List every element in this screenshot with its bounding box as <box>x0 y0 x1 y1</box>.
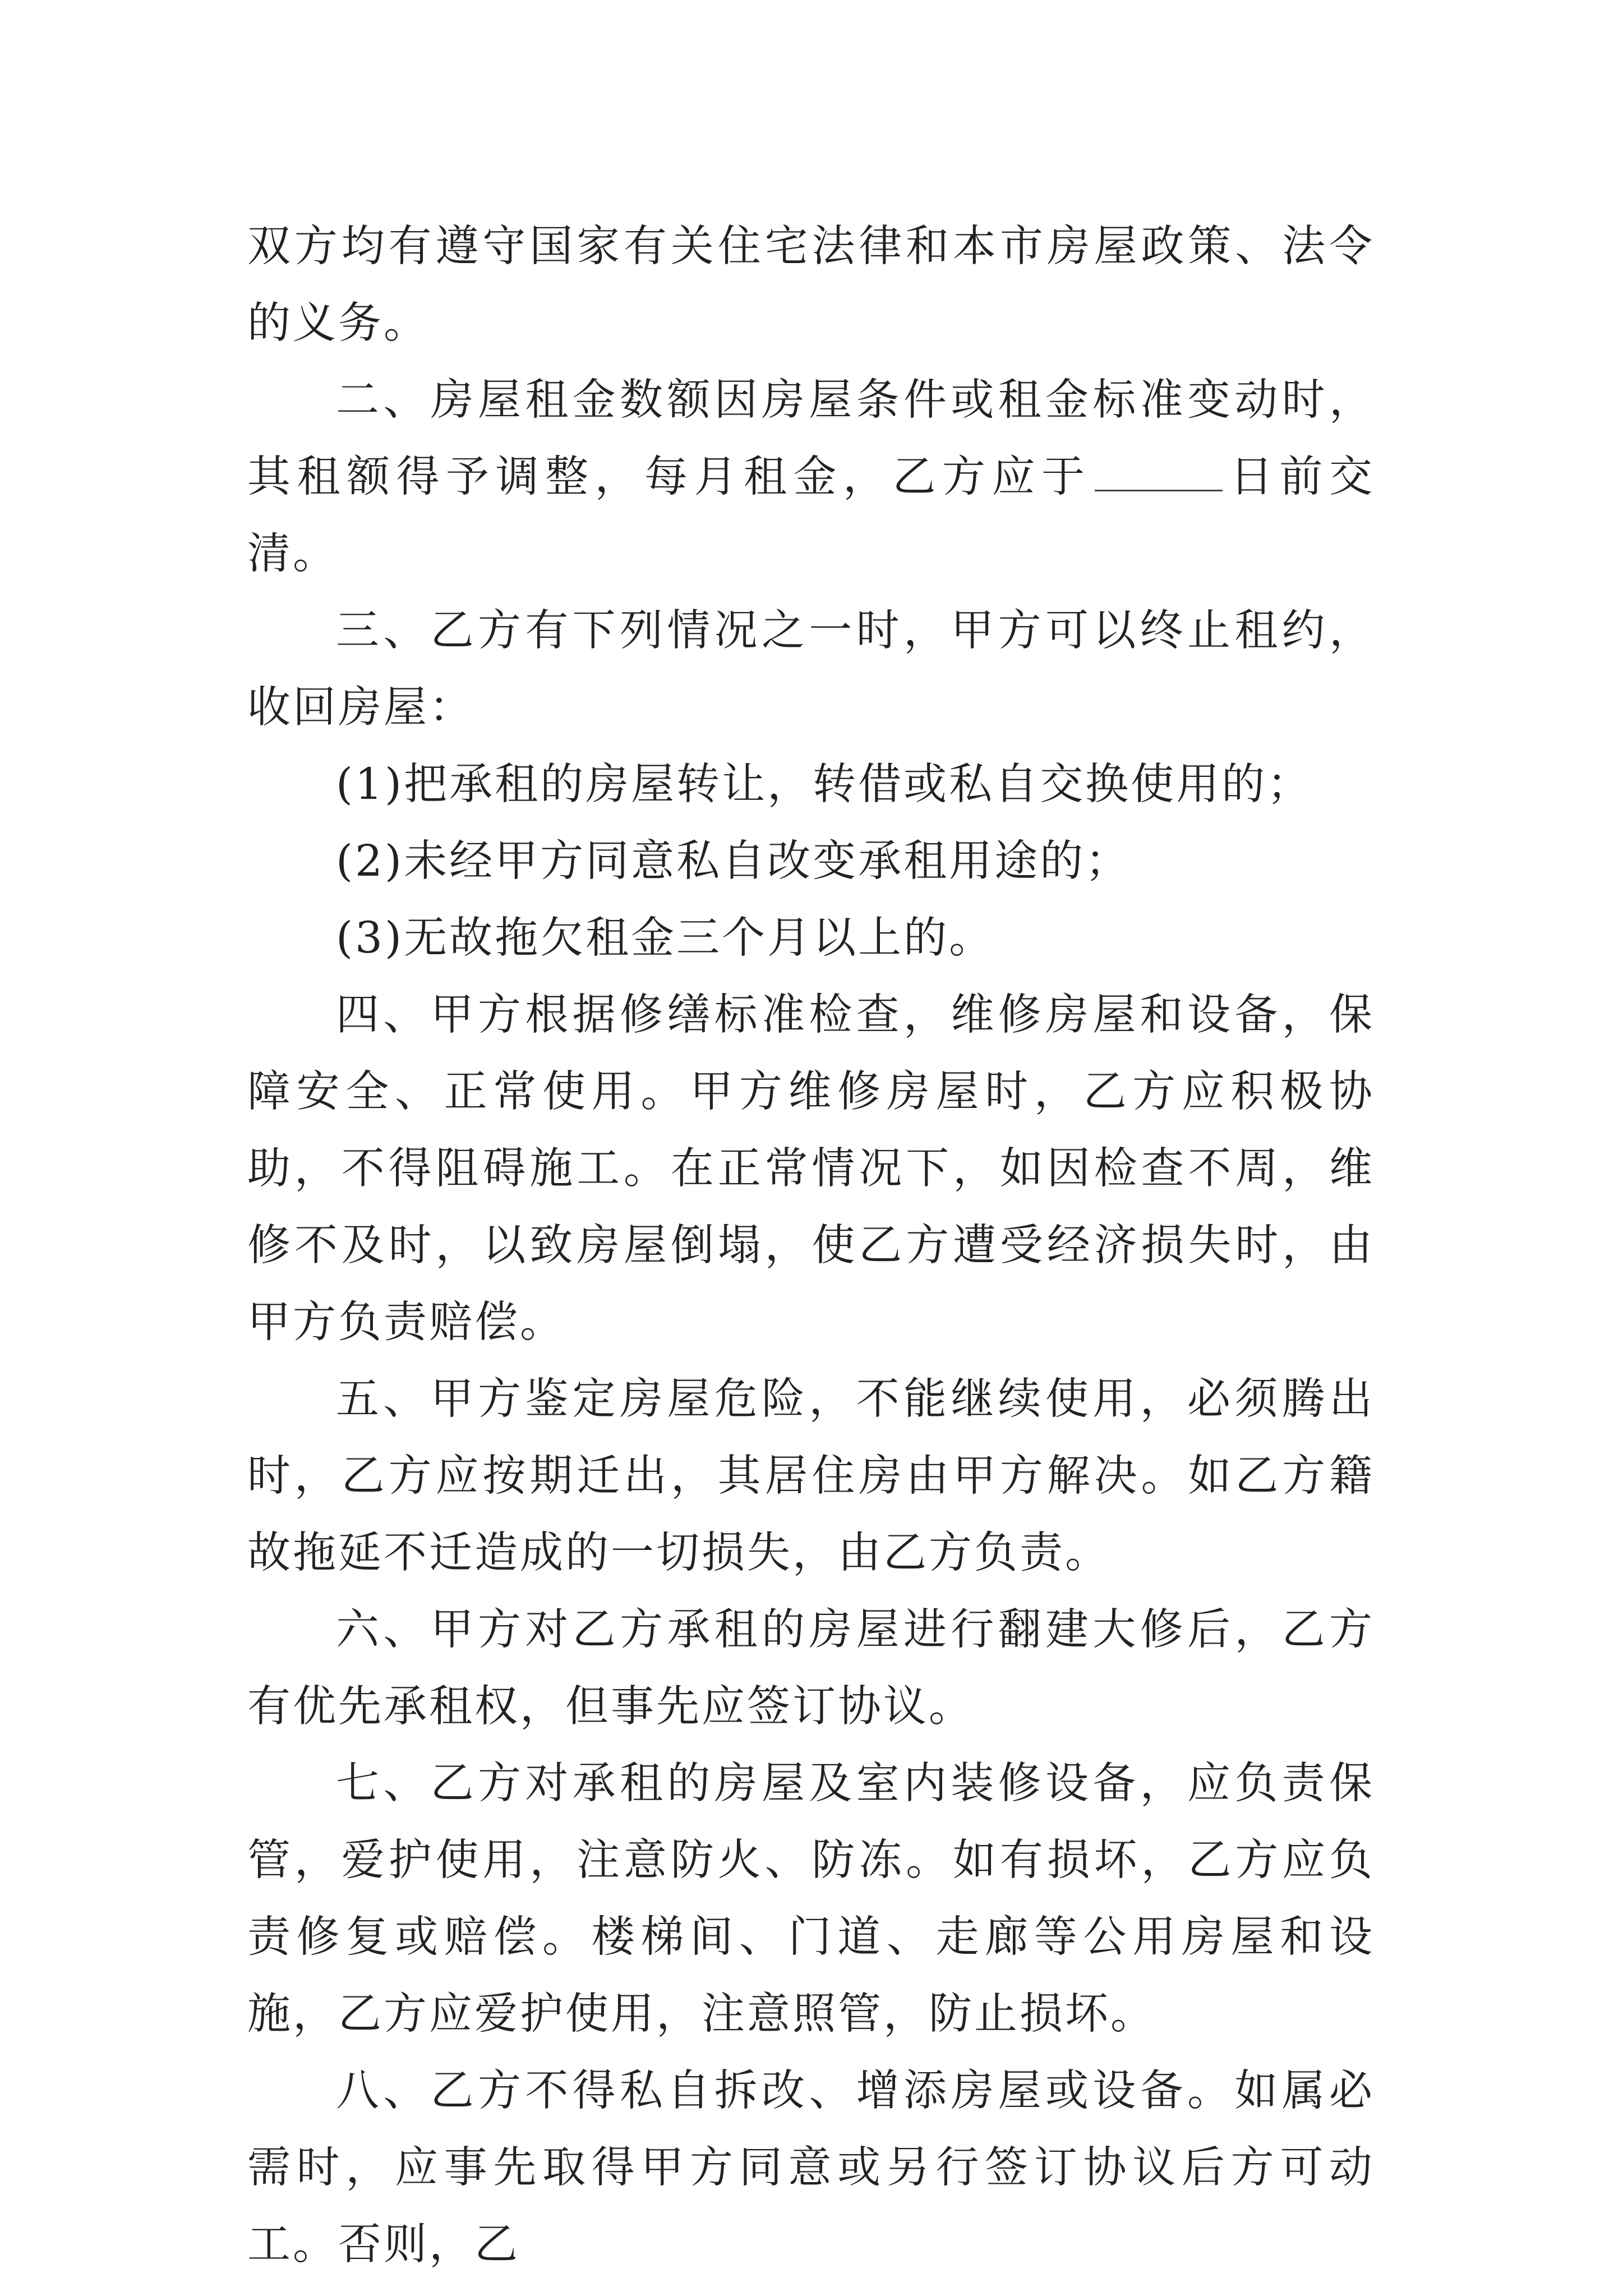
paragraph-clause-5-dangerous-housing: 五、甲方鉴定房屋危险，不能继续使用，必须腾出时，乙方应按期迁出，其居住房由甲方解决。如乙方籍故拖延不迁造成的一切损失，由乙方负责。 <box>247 1374 1375 1578</box>
paragraph-clause-6-renovation: 六、甲方对乙方承租的房屋进行翻建大修后，乙方有优先承租权，但事先应签订协议。 <box>247 1605 1375 1732</box>
clause-2-text-before: 二、房屋租金数额因房屋条件或租金标准变动时，其租额得予调整，每月租金，乙方应于 <box>247 375 1375 502</box>
clause-2-text-after: 日前交清。 <box>247 452 1375 579</box>
paragraph-clause-2-rent-adjustment <box>247 362 1375 592</box>
date-blank-field <box>1095 456 1223 491</box>
paragraph-clause-8-alterations: 八、乙方不得私自拆改、增添房屋或设备。如属必需时，应事先取得甲方同意或另行签订协议后方可动工。否则，乙 <box>247 2066 1375 2270</box>
list-item-termination-1: (1)把承租的房屋转让，转借或私自交换使用的； <box>336 760 1313 809</box>
paragraph-obligation-continued: 双方均有遵守国家有关住宅法律和本市房屋政策、法令的义务。 <box>247 222 1375 348</box>
document-body <box>247 208 1375 2283</box>
paragraph-clause-7-care: 七、乙方对承租的房屋及室内装修设备，应负责保管，爱护使用，注意防火、防冻。如有损坏，乙方应负责修复或赔偿。楼梯间、门道、走廊等公用房屋和设施，乙方应爱护使用，注意照管，防止损坏。 <box>247 1759 1375 2039</box>
list-item-termination-2: (2)未经甲方同意私自改变承租用途的； <box>336 836 1131 886</box>
list-item-termination-3: (3)无故拖欠租金三个月以上的。 <box>336 913 995 963</box>
paragraph-clause-4-maintenance: 四、甲方根据修缮标准检查，维修房屋和设备，保障安全、正常使用。甲方维修房屋时，乙方应积极协助，不得阻碍施工。在正常情况下，如因检查不周，维修不及时，以致房屋倒塌，使乙方遭受经济损失时，由甲方负责赔偿。 <box>247 990 1375 1347</box>
paragraph-clause-3-termination: 三、乙方有下列情况之一时，甲方可以终止租约，收回房屋： <box>247 606 1375 733</box>
